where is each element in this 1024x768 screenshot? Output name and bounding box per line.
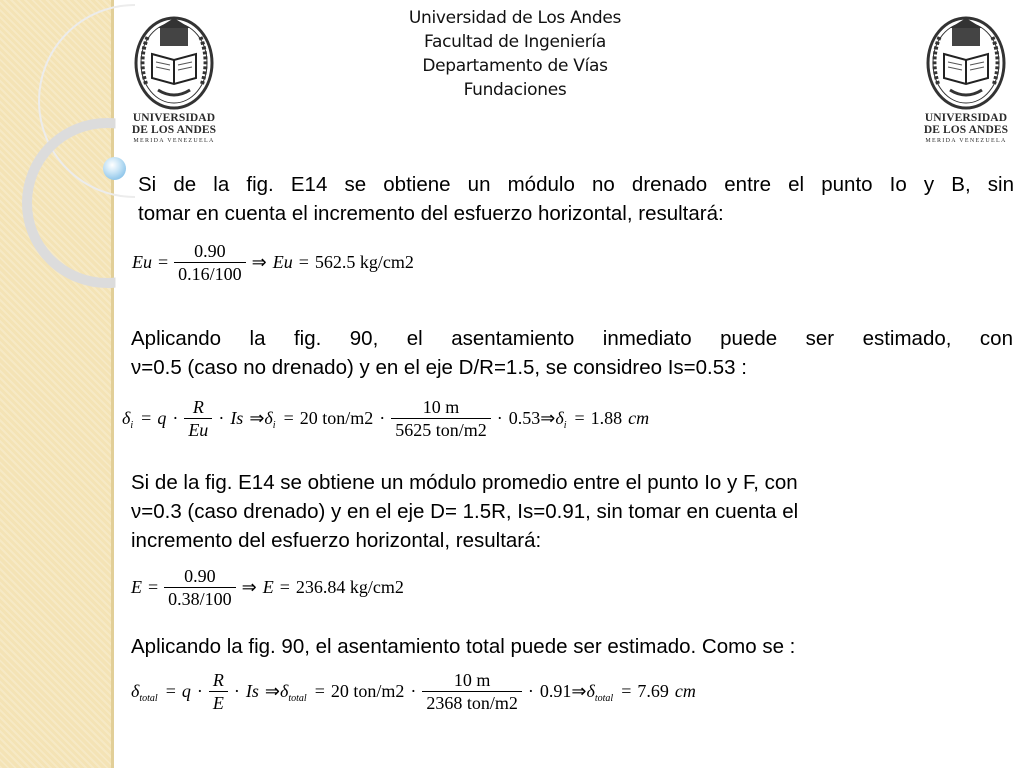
header-faculty: Facultad de Ingeniería <box>424 32 606 52</box>
equation-modulus-undrained <box>132 240 414 285</box>
eq-equals: = <box>279 577 290 597</box>
eq-value: 0.91 <box>539 681 572 701</box>
eq-dot: · <box>410 681 417 701</box>
eq-value: 20 ton/m2 <box>330 681 405 701</box>
eq-q: q <box>181 681 191 701</box>
fraction-numerator: 10 m <box>453 670 491 690</box>
fraction <box>391 396 491 441</box>
university-seal-icon <box>132 14 216 112</box>
fraction-numerator: 10 m <box>422 397 460 417</box>
implies-arrow: ⇒ <box>251 252 267 272</box>
delta-symbol: δ <box>586 681 595 701</box>
eq-equals: = <box>298 252 309 272</box>
eq-equals: = <box>283 408 294 428</box>
eq-dot: · <box>196 681 203 701</box>
eq-equals: = <box>574 408 585 428</box>
delta-symbol: δ <box>264 408 273 428</box>
implies-arrow: ⇒ <box>264 681 280 701</box>
eq-equals: = <box>141 408 152 428</box>
paragraph-line: Si de la fig. E14 se obtiene un módulo promedio entre el punto Io y F, con <box>131 471 798 494</box>
delta-symbol: δ <box>122 408 131 428</box>
eq-dot: · <box>527 681 534 701</box>
eq-dot: · <box>379 408 386 428</box>
header-department: Departamento de Vías <box>422 56 608 76</box>
paragraph-line: tomar en cuenta el incremento del esfuerzo horizontal, resultará: <box>138 202 724 225</box>
fraction <box>209 669 228 714</box>
fraction <box>184 396 212 441</box>
eq-equals: = <box>165 681 176 701</box>
header-course: Fundaciones <box>463 80 567 100</box>
implies-arrow: ⇒ <box>540 408 556 428</box>
eq-equals: = <box>158 252 169 272</box>
eq-variable: E <box>262 577 274 597</box>
implies-arrow: ⇒ <box>249 408 265 428</box>
fraction-numerator: R <box>192 397 204 417</box>
eq-lhs: Eu <box>132 252 152 272</box>
logo-city: MERIDA VENEZUELA <box>925 138 1007 144</box>
eq-dot: · <box>172 408 179 428</box>
fraction-denominator: Eu <box>184 418 212 441</box>
paragraph-line: Aplicando la fig. 90, el asentamiento inmediato puede ser estimado, con <box>131 327 1013 350</box>
delta-symbol: δ <box>555 408 564 428</box>
paragraph-line: ν=0.5 (caso no drenado) y en el eje D/R=1.5, se considreo Is=0.53 : <box>131 356 747 379</box>
fraction-numerator: 0.90 <box>184 566 216 586</box>
eq-value: 0.53 <box>508 408 541 428</box>
equation-total-settlement <box>131 669 696 714</box>
fraction <box>422 669 522 714</box>
fraction <box>174 240 246 285</box>
eq-is: Is <box>230 408 244 428</box>
eq-equals: = <box>314 681 325 701</box>
delta-subscript: i <box>272 420 276 431</box>
eq-equals: = <box>148 577 159 597</box>
delta-symbol: δ <box>279 681 289 701</box>
logo-name-line1: UNIVERSIDAD <box>132 112 216 124</box>
delta-symbol: δ <box>131 681 140 701</box>
equation-immediate-settlement <box>122 396 649 441</box>
logo-name-line2: DE LOS ANDES <box>131 124 217 136</box>
fraction-denominator: 0.38/100 <box>164 587 236 610</box>
paragraph-4 <box>131 632 991 661</box>
paragraph-2 <box>131 324 1013 382</box>
logo-name-line2: DE LOS ANDES <box>923 124 1009 136</box>
eq-q: q <box>157 408 167 428</box>
fraction-denominator: 5625 ton/m2 <box>391 418 491 441</box>
fraction-denominator: E <box>209 691 228 714</box>
paragraph-1 <box>138 170 1014 228</box>
paragraph-line: Aplicando la fig. 90, el asentamiento total puede ser estimado. Como se : <box>131 635 796 658</box>
equation-modulus-drained <box>131 565 404 610</box>
paragraph-line: Si de la fig. E14 se obtiene un módulo no drenado entre el punto Io y B, sin <box>138 173 1014 196</box>
fraction-denominator: 0.16/100 <box>174 262 246 285</box>
fraction-numerator: 0.90 <box>194 241 226 261</box>
eq-lhs: E <box>131 577 142 597</box>
eq-unit: cm <box>674 681 696 701</box>
decorative-bullet-circle <box>103 157 126 180</box>
fraction <box>164 565 236 610</box>
delta-subscript: total <box>139 693 158 704</box>
delta-subscript: total <box>594 693 614 704</box>
eq-equals: = <box>621 681 632 701</box>
logo-city: MERIDA VENEZUELA <box>133 138 215 144</box>
eq-result: 236.84 kg/cm2 <box>295 577 404 597</box>
eq-value: 20 ton/m2 <box>299 408 374 428</box>
eq-result: 7.69 <box>637 681 669 701</box>
eq-dot: · <box>233 681 240 701</box>
paragraph-3 <box>131 468 991 555</box>
university-logo-right <box>918 14 1014 152</box>
logo-name-line1: UNIVERSIDAD <box>924 112 1008 124</box>
fraction-denominator: 2368 ton/m2 <box>422 691 522 714</box>
fraction-numerator: R <box>212 670 224 690</box>
eq-dot: · <box>496 408 503 428</box>
slide-header <box>330 6 700 102</box>
implies-arrow: ⇒ <box>241 577 257 597</box>
eq-is: Is <box>245 681 259 701</box>
eq-dot: · <box>218 408 225 428</box>
university-seal-icon <box>924 14 1008 112</box>
paragraph-line: ν=0.3 (caso drenado) y en el eje D= 1.5R, Is=0.91, sin tomar en cuenta el <box>131 500 799 523</box>
eq-variable: Eu <box>272 252 293 272</box>
paragraph-line: incremento del esfuerzo horizontal, resultará: <box>131 529 542 552</box>
eq-unit: cm <box>628 408 650 428</box>
delta-subscript: total <box>288 693 307 704</box>
implies-arrow: ⇒ <box>571 681 587 701</box>
delta-subscript: i <box>563 420 567 431</box>
delta-subscript: i <box>130 420 134 431</box>
eq-result: 1.88 <box>590 408 623 428</box>
university-logo-left <box>126 14 222 152</box>
header-university: Universidad de Los Andes <box>408 8 622 28</box>
eq-result: 562.5 kg/cm2 <box>314 252 414 272</box>
